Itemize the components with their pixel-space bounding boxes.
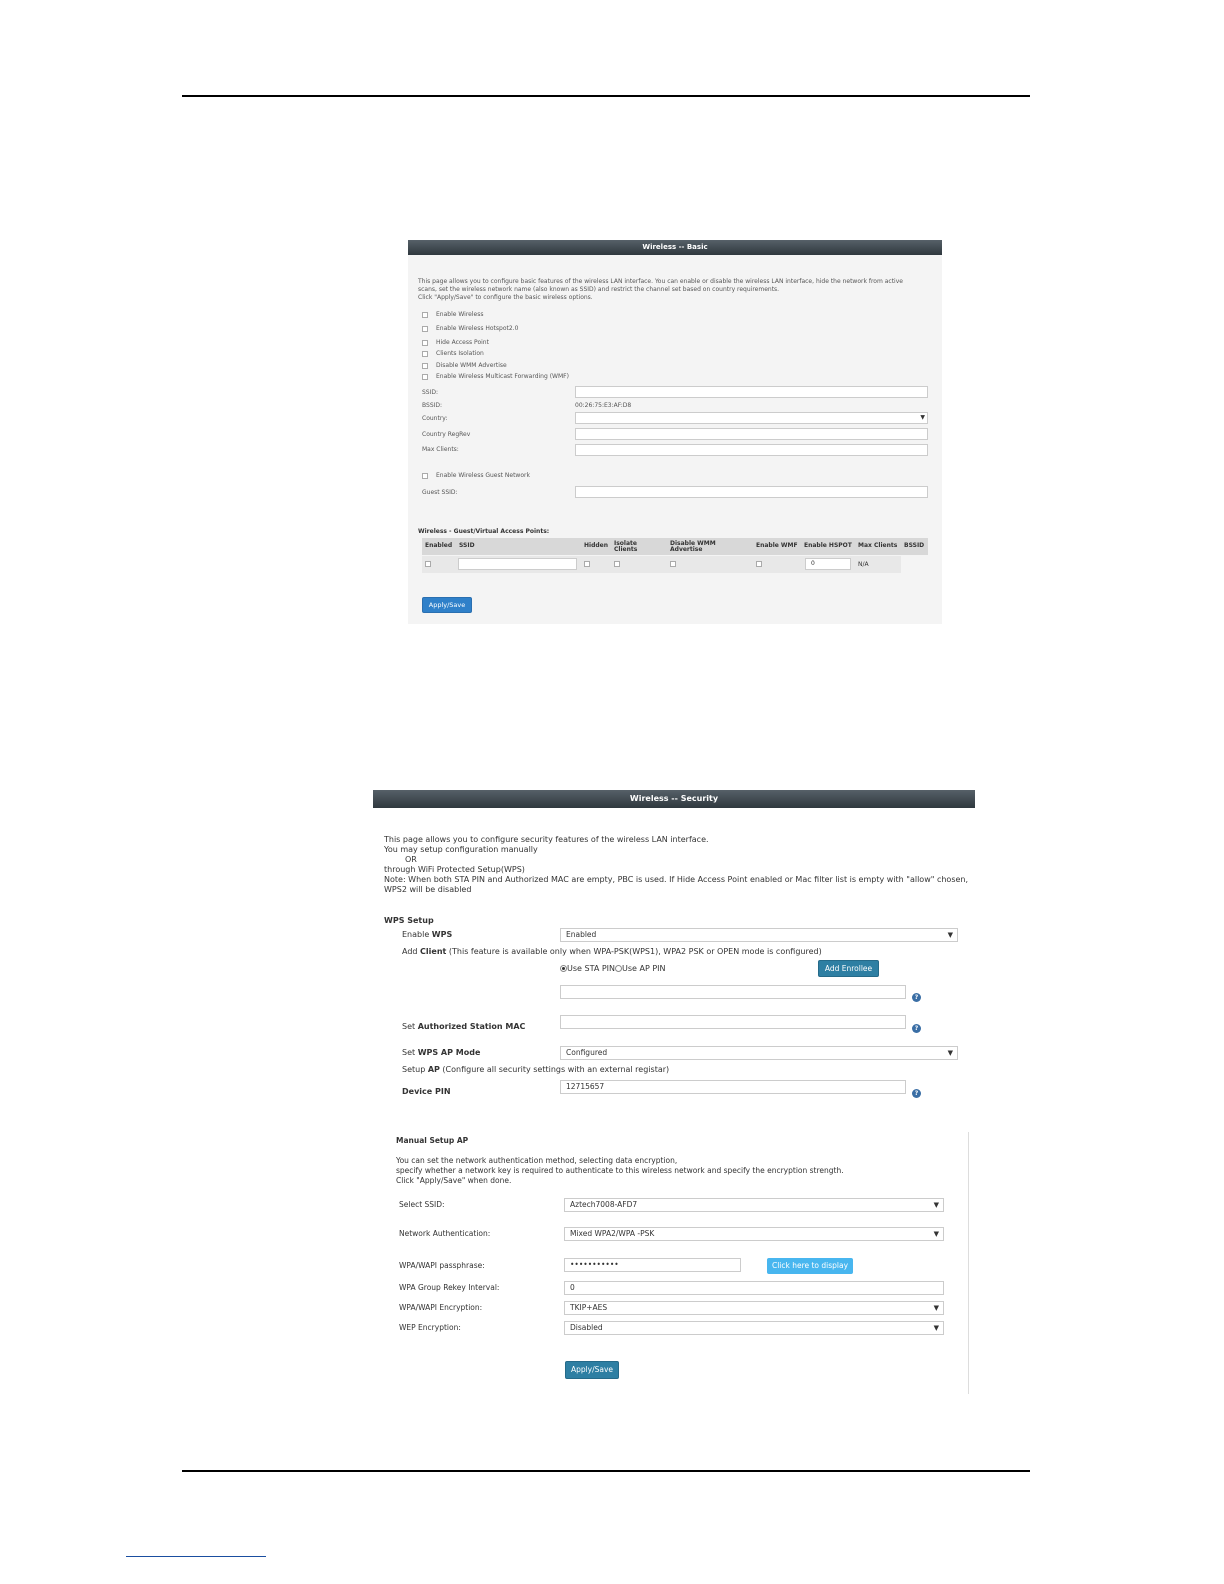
use-sta-pin-radio[interactable] xyxy=(560,965,567,972)
col-enabled: Enabled xyxy=(425,542,453,549)
guest-ap-table-title: Wireless - Guest/Virtual Access Points: xyxy=(418,528,550,535)
rekey-interval-input[interactable]: 0 xyxy=(564,1281,944,1295)
chevron-down-icon: ▼ xyxy=(947,1049,953,1057)
enable-hotspot-checkbox[interactable] xyxy=(422,326,428,332)
basic-desc-line: Click "Apply/Save" to configure the basic wireless options. xyxy=(418,294,593,301)
security-intro-2: You may setup configuration manually xyxy=(384,845,538,854)
add-enrollee-button[interactable]: Add Enrollee xyxy=(818,960,879,977)
manual-setup-divider xyxy=(968,1132,969,1394)
hide-access-point-option[interactable]: Hide Access Point xyxy=(422,339,489,347)
col-enable-hspot: Enable HSPOT xyxy=(804,542,852,549)
manual-desc-3: Click "Apply/Save" when done. xyxy=(396,1176,512,1185)
manual-setup-heading: Manual Setup AP xyxy=(396,1136,469,1145)
max-clients-input[interactable] xyxy=(575,444,928,456)
clients-isolation-option[interactable]: Clients Isolation xyxy=(422,350,484,358)
chevron-down-icon: ▼ xyxy=(933,1230,939,1238)
country-select[interactable] xyxy=(575,412,928,424)
country-regrev-label: Country RegRev xyxy=(422,431,471,438)
row-max-clients-input[interactable]: 0 xyxy=(805,558,851,570)
enable-wmf-checkbox[interactable] xyxy=(422,374,428,380)
bssid-label: BSSID: xyxy=(422,402,443,409)
disable-wmm-option[interactable]: Disable WMM Advertise xyxy=(422,362,507,370)
wireless-basic-panel xyxy=(408,240,942,624)
basic-apply-save-button[interactable]: Apply/Save xyxy=(422,597,472,613)
setup-ap-label: Setup AP (Configure all security settings with an external registar) xyxy=(402,1065,670,1074)
footer-link-underline xyxy=(126,1556,266,1557)
col-max-clients: Max Clients xyxy=(858,542,898,549)
row-isolate-checkbox[interactable] xyxy=(614,561,620,567)
row-bssid: N/A xyxy=(858,561,869,568)
col-bssid: BSSID xyxy=(904,542,925,549)
chevron-down-icon: ▼ xyxy=(947,931,953,939)
show-passphrase-button[interactable]: Click here to display xyxy=(767,1258,853,1274)
passphrase-label: WPA/WAPI passphrase: xyxy=(399,1261,485,1270)
security-title: Wireless -- Security xyxy=(373,790,975,808)
passphrase-input[interactable]: ••••••••••• xyxy=(564,1258,741,1272)
device-pin-input[interactable]: 12715657 xyxy=(560,1080,906,1094)
device-pin-label: Device PIN xyxy=(402,1087,451,1096)
add-client-label: Add Client (This feature is available only when WPA-PSK(WPS1), WPA2 PSK or OPEN mode is configured) xyxy=(402,947,822,956)
use-ap-pin-radio[interactable] xyxy=(615,965,622,972)
wep-encryption-label: WEP Encryption: xyxy=(399,1323,461,1332)
country-label: Country: xyxy=(422,415,448,422)
guest-network-option[interactable]: Enable Wireless Guest Network xyxy=(422,472,530,480)
row-wmm-checkbox[interactable] xyxy=(670,561,676,567)
network-auth-select[interactable]: Mixed WPA2/WPA -PSK ▼ xyxy=(564,1227,944,1241)
chevron-down-icon: ▼ xyxy=(920,414,925,421)
help-icon[interactable]: ? xyxy=(912,993,921,1002)
authorized-mac-input[interactable] xyxy=(560,1015,906,1029)
row-enabled-checkbox[interactable] xyxy=(425,561,431,567)
security-intro-4: through WiFi Protected Setup(WPS) xyxy=(384,865,525,874)
security-note-2: WPS2 will be disabled xyxy=(384,885,472,894)
header-rule xyxy=(182,95,1030,97)
basic-desc-line: scans, set the wireless network name (also known as SSID) and restrict the channel set based on country requirements. xyxy=(418,286,780,293)
network-auth-label: Network Authentication: xyxy=(399,1229,491,1238)
wep-encryption-select[interactable]: Disabled ▼ xyxy=(564,1321,944,1335)
wpa-encryption-select[interactable]: TKIP+AES ▼ xyxy=(564,1301,944,1315)
chevron-down-icon: ▼ xyxy=(933,1304,939,1312)
security-apply-save-button[interactable]: Apply/Save xyxy=(565,1361,619,1379)
guest-ssid-input[interactable] xyxy=(575,486,928,498)
enable-wmf-option[interactable]: Enable Wireless Multicast Forwarding (WMF) xyxy=(422,373,569,381)
manual-desc-1: You can set the network authentication method, selecting data encryption, xyxy=(396,1156,678,1165)
footer-rule xyxy=(182,1470,1030,1472)
col-enable-wmf: Enable WMF xyxy=(756,542,798,549)
chevron-down-icon: ▼ xyxy=(933,1201,939,1209)
table-row xyxy=(422,556,901,573)
enable-wireless-option[interactable]: Enable Wireless xyxy=(422,311,483,319)
pin-radio-group: Use STA PIN Use AP PIN xyxy=(560,964,666,974)
bssid-value: 00:26:75:E3:AF:D8 xyxy=(575,402,632,409)
help-icon[interactable]: ? xyxy=(912,1089,921,1098)
col-ssid: SSID xyxy=(459,542,475,549)
hide-access-point-checkbox[interactable] xyxy=(422,340,428,346)
row-ssid-input[interactable] xyxy=(458,558,577,570)
row-hidden-checkbox[interactable] xyxy=(584,561,590,567)
guest-ssid-label: Guest SSID: xyxy=(422,489,458,496)
select-ssid-select[interactable]: Aztech7008-AFD7 ▼ xyxy=(564,1198,944,1212)
col-disable-wmm: Disable WMM Advertise xyxy=(670,540,716,553)
row-wmf-checkbox[interactable] xyxy=(756,561,762,567)
enable-hotspot-option[interactable]: Enable Wireless Hotspot2.0 xyxy=(422,325,518,333)
wpa-encryption-label: WPA/WAPI Encryption: xyxy=(399,1303,483,1312)
enable-wireless-checkbox[interactable] xyxy=(422,312,428,318)
wps-ap-mode-label: Set WPS AP Mode xyxy=(402,1048,481,1057)
wps-ap-mode-select[interactable]: Configured ▼ xyxy=(560,1046,958,1060)
manual-desc-2: specify whether a network key is required to authenticate to this wireless network and specify the encryption strength. xyxy=(396,1166,844,1175)
rekey-interval-label: WPA Group Rekey Interval: xyxy=(399,1283,500,1292)
help-icon[interactable]: ? xyxy=(912,1024,921,1033)
ssid-input[interactable] xyxy=(575,386,928,398)
basic-desc-line: This page allows you to configure basic features of the wireless LAN interface. You can enable or disable the wireless LAN interface, hide the network from active xyxy=(418,278,903,285)
basic-description xyxy=(418,278,928,302)
chevron-down-icon: ▼ xyxy=(933,1324,939,1332)
guest-network-checkbox[interactable] xyxy=(422,473,428,479)
col-hidden: Hidden xyxy=(584,542,609,549)
basic-title: Wireless -- Basic xyxy=(408,240,942,255)
disable-wmm-checkbox[interactable] xyxy=(422,363,428,369)
col-isolate-clients: Isolate Clients xyxy=(614,540,638,553)
select-ssid-label: Select SSID: xyxy=(399,1200,445,1209)
enable-wps-label: Enable WPS xyxy=(402,930,453,939)
clients-isolation-checkbox[interactable] xyxy=(422,351,428,357)
max-clients-label: Max Clients: xyxy=(422,446,459,453)
security-note-1: Note: When both STA PIN and Authorized MAC are empty, PBC is used. If Hide Access Point enabled or Mac filter list is empty with "allow" chosen, xyxy=(384,875,969,884)
wps-setup-heading: WPS Setup xyxy=(384,916,434,925)
wireless-security-panel xyxy=(373,790,975,1394)
ssid-label: SSID: xyxy=(422,389,439,396)
security-intro-3: OR xyxy=(405,855,417,864)
enable-wps-select[interactable]: Enabled ▼ xyxy=(560,928,958,942)
security-intro-1: This page allows you to configure security features of the wireless LAN interface. xyxy=(384,835,709,844)
authorized-mac-label: Set Authorized Station MAC xyxy=(402,1022,526,1031)
country-regrev-input[interactable] xyxy=(575,428,928,440)
guest-ap-table-header xyxy=(422,538,928,555)
sta-pin-input[interactable] xyxy=(560,985,906,999)
